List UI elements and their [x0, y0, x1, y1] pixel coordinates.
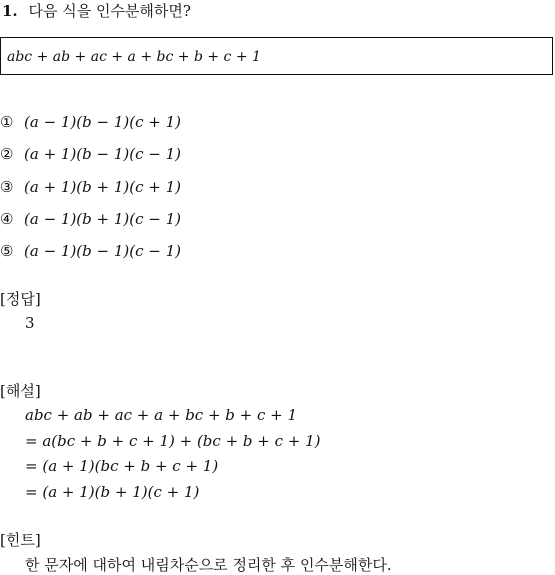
question-header [2, 0, 191, 21]
choice-marker: ② [0, 145, 14, 163]
hint-text: 한 문자에 대하여 내림차순으로 정리한 후 인수분해한다. [25, 556, 392, 574]
choice-text: (a + 1)(b − 1)(c − 1) [24, 145, 182, 163]
explanation-line-4: = (a + 1)(b + 1)(c + 1) [25, 483, 200, 501]
question-text: 다음 식을 인수분해하면? [28, 2, 191, 20]
choice-text: (a + 1)(b + 1)(c + 1) [24, 178, 182, 196]
explanation-label: [해설] [0, 382, 41, 400]
choice-marker: ⑤ [0, 242, 14, 260]
expression-box [0, 37, 553, 75]
question-number: 1. [2, 2, 18, 20]
explanation-line-3: = (a + 1)(bc + b + c + 1) [25, 457, 219, 475]
choice-text: (a − 1)(b + 1)(c − 1) [24, 210, 182, 228]
choice-text: (a − 1)(b − 1)(c + 1) [24, 113, 182, 131]
choice-5[interactable] [0, 242, 181, 260]
choice-4[interactable] [0, 210, 181, 228]
hint-label: [힌트] [0, 531, 41, 549]
choice-3[interactable] [0, 178, 181, 196]
explanation-line-1: abc + ab + ac + a + bc + b + c + 1 [25, 406, 298, 424]
question-expression: abc + ab + ac + a + bc + b + c + 1 [7, 49, 261, 65]
answer-value: 3 [25, 314, 35, 332]
choice-marker: ① [0, 113, 14, 131]
choice-2[interactable] [0, 145, 181, 163]
choice-1[interactable] [0, 113, 181, 131]
choice-marker: ③ [0, 178, 14, 196]
choice-marker: ④ [0, 210, 14, 228]
explanation-line-2: = a(bc + b + c + 1) + (bc + b + c + 1) [25, 432, 321, 450]
answer-label: [정답] [0, 290, 41, 308]
choice-text: (a − 1)(b − 1)(c − 1) [24, 242, 182, 260]
